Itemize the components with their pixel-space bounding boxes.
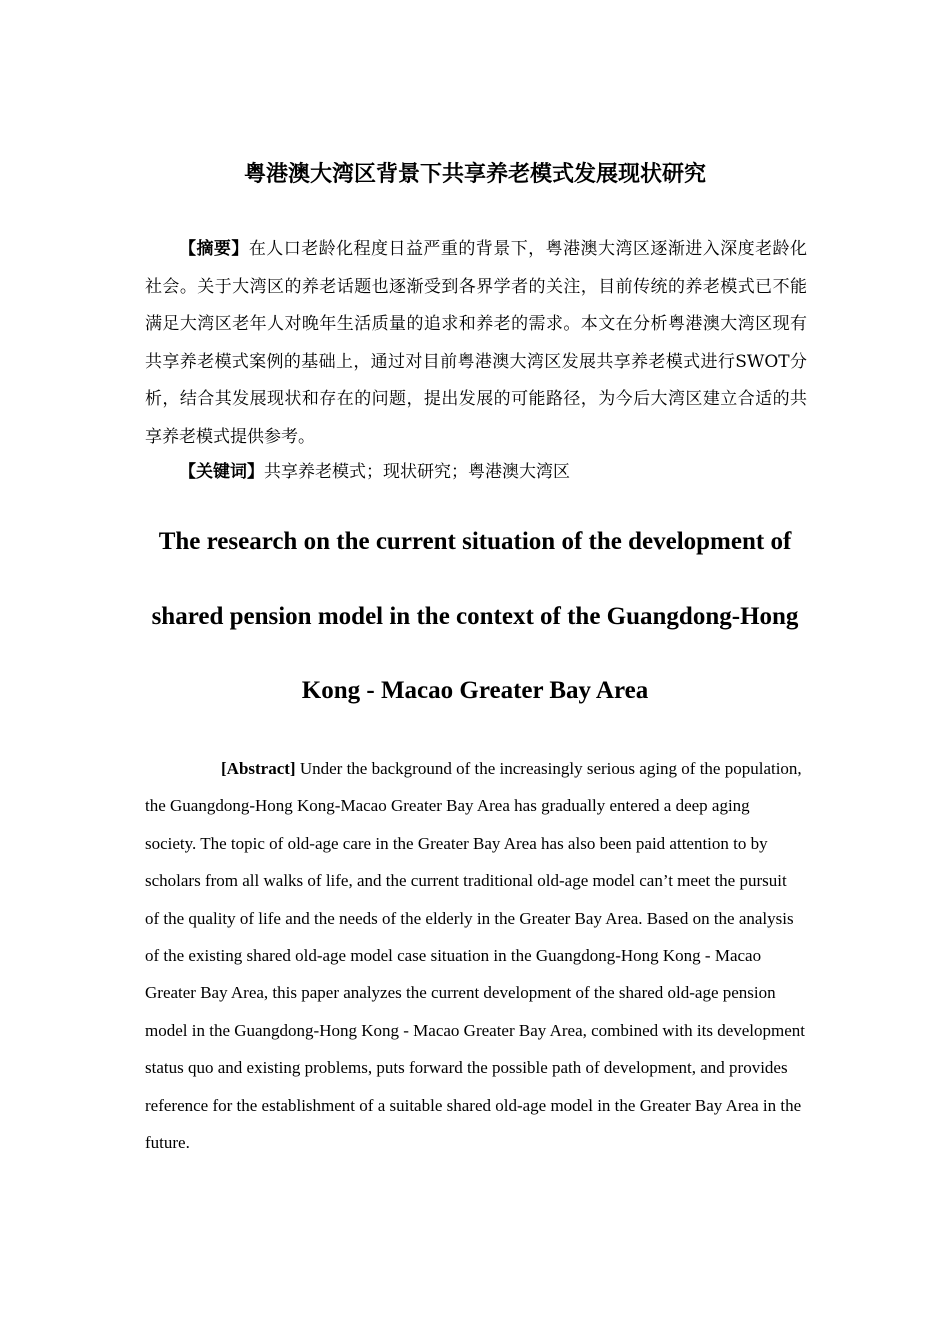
english-abstract-label: [Abstract]	[221, 759, 296, 778]
chinese-keywords-label: 【关键词】	[179, 462, 264, 482]
english-abstract	[145, 750, 805, 1161]
chinese-keywords-text: 共享养老模式；现状研究；粤港澳大湾区	[264, 462, 570, 482]
chinese-keywords	[145, 455, 807, 489]
chinese-title: 粤港澳大湾区背景下共享养老模式发展现状研究	[243, 162, 706, 187]
english-abstract-text: Under the background of the increasingly serious aging of the population, the Guangdong-Hong Kong-Macao Greater Bay Area has gradually entered a deep aging society. The topic of old-age care in the Greater Bay Area has also been paid attention to by scholars from all walks of life, and the current traditional old-age model can’t meet the pursuit of the quality of life and the needs of the elderly in the Greater Bay Area. Based on the analysis of the existing shared old-age model case situation in the Guangdong-Hong Kong - Macao Greater Bay Area, this paper analyzes the current development of the shared old-age pension model in the Guangdong-Hong Kong - Macao Greater Bay Area, combined with its development status quo and existing problems, puts forward the possible path of development, and provides reference for the establishment of a suitable shared old-age model in the Greater Bay Area in the future.	[145, 759, 805, 1153]
english-title: The research on the current situation of the development of shared pension model in the context of the Guangdong-Hong Kong - Macao Greater Bay Area	[151, 528, 799, 704]
chinese-abstract-text: 在人口老龄化程度日益严重的背景下，粤港澳大湾区逐渐进入深度老龄化社会。关于大湾区的养老话题也逐渐受到各界学者的关注，目前传统的养老模式已不能满足大湾区老年人对晚年生活质量的追求和养老的需求。本文在分析粤港澳大湾区现有共享养老模式案例的基础上，通过对目前粤港澳大湾区发展共享养老模式进行SWOT分析，结合其发展现状和存在的问题，提出发展的可能路径，为今后大湾区建立合适的共享养老模式提供参考。	[145, 239, 808, 447]
chinese-abstract	[145, 231, 807, 456]
chinese-abstract-label: 【摘要】	[179, 239, 249, 259]
